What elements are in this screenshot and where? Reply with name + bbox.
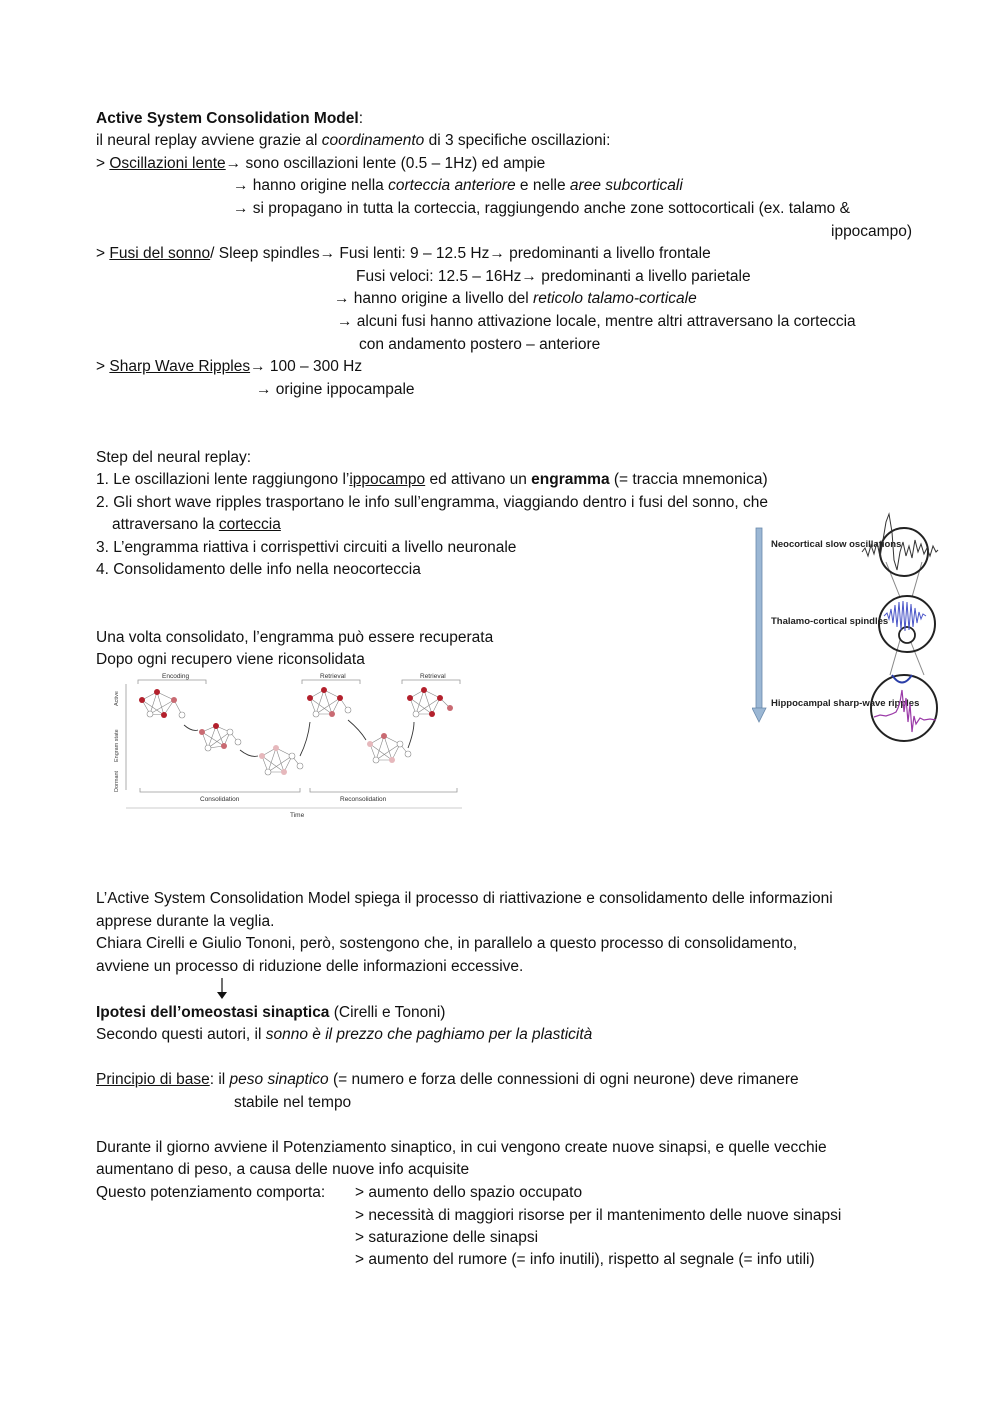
- time-arrow-head: [752, 708, 766, 722]
- label-retrieval-2: Retrieval: [420, 673, 446, 680]
- hypothesis-title: Ipotesi dell’omeostasi sinaptica (Cirelli e Tononi): [96, 1004, 446, 1021]
- summary-line-2: apprese durante la veglia.: [96, 913, 275, 930]
- spindles-line: > Fusi del sonno/ Sleep spindles→ Fusi lenti: 9 – 12.5 Hz→ predominanti a livello frontale: [96, 245, 711, 262]
- title-text: Active System Consolidation Model: [96, 110, 359, 127]
- oscillations-figure: [752, 512, 947, 747]
- day-line-2: aumentano di peso, a causa delle nuove info acquisite: [96, 1161, 470, 1178]
- potentiation-label: Questo potenziamento comporta:: [96, 1184, 326, 1201]
- spindles-origin: → hanno origine a livello del reticolo talamo-corticale: [334, 290, 697, 307]
- swr-line: > Sharp Wave Ripples→ 100 – 300 Hz: [96, 358, 363, 375]
- retrieval-line-2: Dopo ogni recupero viene riconsolidata: [96, 651, 365, 668]
- spindles-fast: Fusi veloci: 12.5 – 16Hz→ predominanti a livello parietale: [356, 268, 751, 285]
- y-axis-label: Engram state: [114, 729, 120, 762]
- network-reconsolidation: [370, 736, 408, 760]
- potentiation-item: > aumento del rumore (= info inutili), rispetto al segnale (= info utili): [355, 1251, 815, 1268]
- steps-title: Step del neural replay:: [96, 449, 252, 466]
- engram-nodes: [139, 687, 453, 775]
- slow-osc-propagation: → si propagano in tutta la corteccia, raggiungendo anche zone sottocorticali (ex. talamo &: [233, 200, 850, 217]
- summary-line-3: Chiara Cirelli e Giulio Tononi, però, sostengono che, in parallelo a questo processo di consolidamento,: [96, 935, 798, 952]
- label-retrieval-1: Retrieval: [320, 673, 346, 680]
- spindles-activation-cont: con andamento postero – anteriore: [359, 336, 601, 353]
- label-consolidation: Consolidation: [200, 796, 240, 803]
- label-reconsolidation: Reconsolidation: [340, 796, 387, 803]
- network-retrieval-1: [310, 690, 348, 714]
- x-axis-label: Time: [290, 812, 305, 819]
- time-arrow-shaft: [756, 528, 762, 708]
- principle-line-2: stabile nel tempo: [234, 1094, 352, 1111]
- summary-line-1: L’Active System Consolidation Model spiega il processo di riattivazione e consolidamento delle informazioni: [96, 890, 833, 907]
- potentiation-item: > aumento dello spazio occupato: [355, 1184, 583, 1201]
- step-2: 2. Gli short wave ripples trasportano le info sull’engramma, viaggiando dentro i fusi del sonno, che: [96, 494, 769, 511]
- slow-osc-circle: [880, 528, 928, 576]
- slow-osc-origin: → hanno origine nella corteccia anteriore e nelle aree subcorticali: [233, 177, 683, 194]
- potentiation-item: > saturazione delle sinapsi: [355, 1229, 539, 1246]
- slow-osc-line: > Oscillazioni lente→ sono oscillazioni lente (0.5 – 1Hz) ed ampie: [96, 155, 546, 172]
- step-1: 1. Le oscillazioni lente raggiungono l’ippocampo ed attivano un engramma (= traccia mnemonica): [96, 471, 768, 488]
- label-encoding: Encoding: [162, 673, 190, 680]
- potentiation-item: > necessità di maggiori risorse per il mantenimento delle nuove sinapsi: [355, 1207, 842, 1224]
- retrieval-line-1: Una volta consolidato, l’engramma può essere recuperata: [96, 629, 494, 646]
- engram-figure: [112, 670, 467, 822]
- principle-line: Principio di base: il peso sinaptico (= numero e forza delle connessioni di ogni neurone) deve rimanere: [96, 1071, 799, 1088]
- spindles-activation: → alcuni fusi hanno attivazione locale, mentre altri attraversano la corteccia: [337, 313, 856, 330]
- step-4: 4. Consolidamento delle info nella neocorteccia: [96, 561, 421, 578]
- slow-osc-propagation-cont: ippocampo): [831, 223, 912, 240]
- label-hippocampal: Hippocampal sharp-wave ripples: [771, 698, 920, 709]
- step-2-cont: attraversano la corteccia: [112, 516, 281, 533]
- section-title: Active System Consolidation Model:: [96, 110, 363, 127]
- summary-line-4: avviene un processo di riduzione delle informazioni eccessive.: [96, 958, 524, 975]
- day-line-1: Durante il giorno avviene il Potenziamento sinaptico, in cui vengono create nuove sinapsi, e quelle vecchie: [96, 1139, 827, 1156]
- label-neocortical: Neocortical slow oscillations: [771, 539, 902, 550]
- step-3: 3. L’engramma riattiva i corrispettivi circuiti a livello neuronale: [96, 539, 517, 556]
- hypothesis-line: Secondo questi autori, il sonno è il prezzo che paghiamo per la plasticità: [96, 1026, 593, 1043]
- ripple-trace: [874, 690, 936, 732]
- spindle-trace: [884, 601, 926, 631]
- network-consolidation-2: [262, 748, 300, 772]
- y-top-label: Active: [114, 691, 120, 706]
- network-consolidation-1: [202, 726, 238, 748]
- label-thalamo: Thalamo-cortical spindles: [771, 616, 889, 627]
- y-bottom-label: Dormant: [114, 770, 120, 792]
- intro-line: il neural replay avviene grazie al coordinamento di 3 specifiche oscillazioni:: [96, 132, 611, 149]
- network-retrieval-2: [410, 690, 450, 714]
- swr-origin: → origine ippocampale: [256, 381, 415, 398]
- down-arrow-icon: [216, 978, 228, 1000]
